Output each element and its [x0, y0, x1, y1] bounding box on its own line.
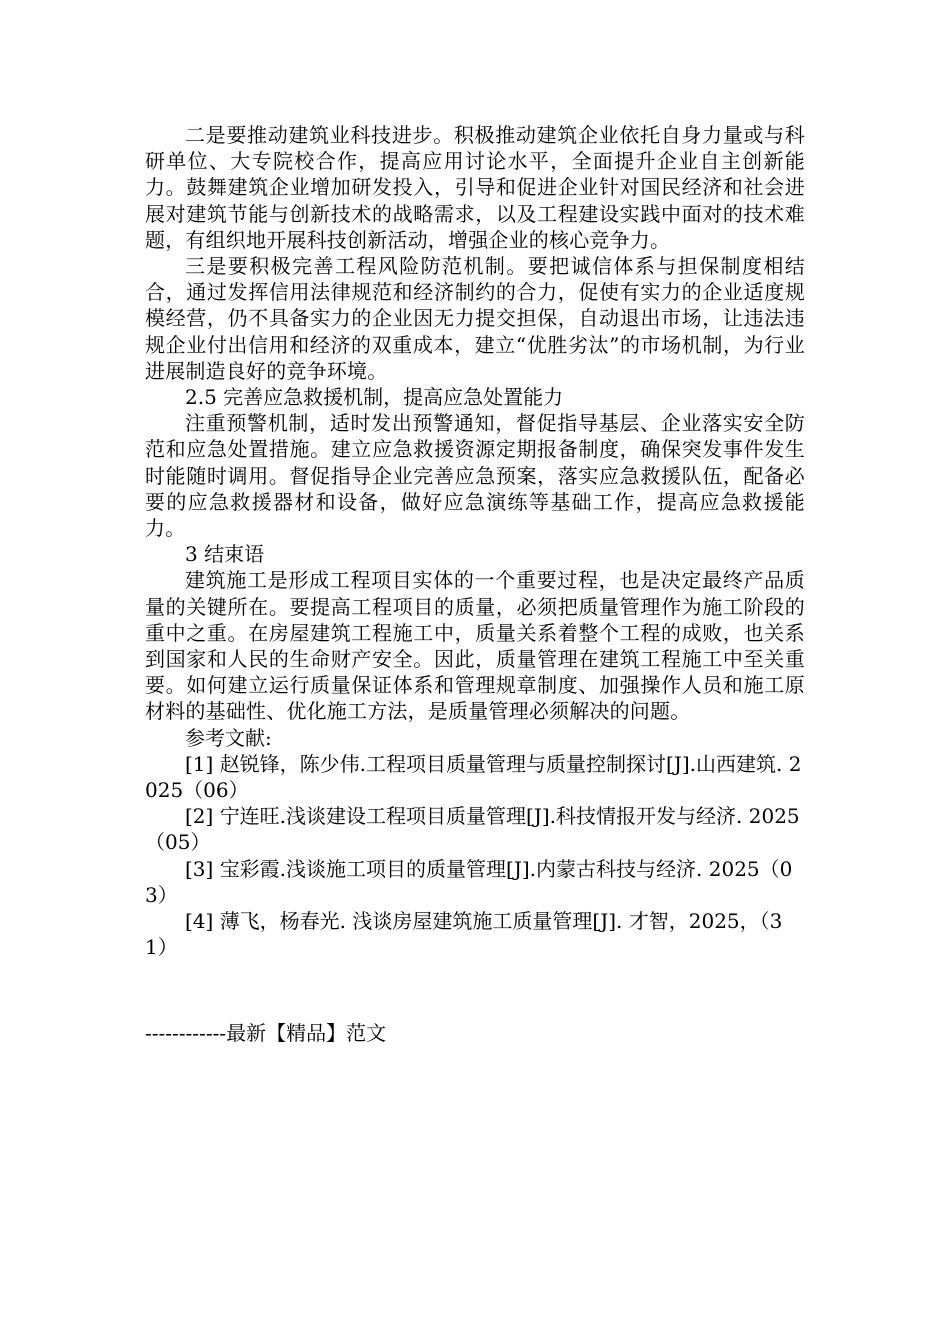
reference-item-4: [4] 薄飞，杨春光. 浅谈房屋建筑施工质量管理[J]. 才智，2025，（31） — [145, 909, 783, 960]
paragraph-risk-prevention: 三是要积极完善工程风险防范机制。要把诚信体系与担保制度相结合，通过发挥信用法律规范和经济制约的合力，促使有实力的企业适度规模经营，仍不具备实力的企业因无力提交担保，自动退出市场，让违法违规企业付出信用和经济的双重成本，建立“优胜劣汰”的市场机制，为行业进展制造良好的竞争环境。 — [145, 254, 805, 383]
paragraph-emergency-rescue: 注重预警机制，适时发出预警通知，督促指导基层、企业落实安全防范和应急处置措施。建立应急救援资源定期报备制度，确保突发事件发生时能随时调用。督促指导企业完善应急预案，落实应急救援队伍，配备必要的应急救援器材和设备，做好应急演练等基础工作，提高应急救援能力。 — [145, 411, 805, 541]
reference-item-3: [3] 宝彩霞.浅谈施工项目的质量管理[J].内蒙古科技与经济. 2025（03） — [145, 856, 793, 907]
document-body — [145, 122, 805, 961]
paragraph-tech-progress: 二是要推动建筑业科技进步。积极推动建筑企业依托自身力量或与科研单位、大专院校合作，提高应用讨论水平，全面提升企业自主创新能力。鼓舞建筑企业增加研发投入，引导和促进企业针对国民经济和社会进展对建筑节能与创新技术的战略需求，以及工程建设实践中面对的技术难题，有组织地开展科技创新活动，增强企业的核心竞争力。 — [145, 123, 805, 252]
reference-item-2: [2] 宁连旺.浅谈建设工程项目质量管理[J].科技情报开发与经济. 2025（05） — [145, 804, 800, 855]
reference-item-1: [1] 赵锐锋，陈少伟.工程项目质量管理与质量控制探讨[J].山西建筑. 2025（06） — [145, 751, 802, 803]
page-footer: ------------最新【精品】范文 — [145, 1021, 387, 1045]
section-heading-conclusion: 3 结束语 — [185, 542, 265, 567]
paragraph-conclusion: 建筑施工是形成工程项目实体的一个重要过程，也是决定最终产品质量的关键所在。要提高工程项目的质量，必须把质量管理作为施工阶段的重中之重。在房屋建筑工程施工中，质量关系着整个工程的成败，也关系到国家和人民的生命财产安全。因此，质量管理在建筑工程施工中至关重要。如何建立运行质量保证体系和管理规章制度、加强操作人员和施工原材料的基础性、优化施工方法，是质量管理必须解决的问题。 — [145, 568, 805, 724]
references-heading: 参考文献: — [185, 725, 272, 750]
section-heading-2-5: 2.5 完善应急救援机制，提高应急处置能力 — [185, 385, 564, 410]
